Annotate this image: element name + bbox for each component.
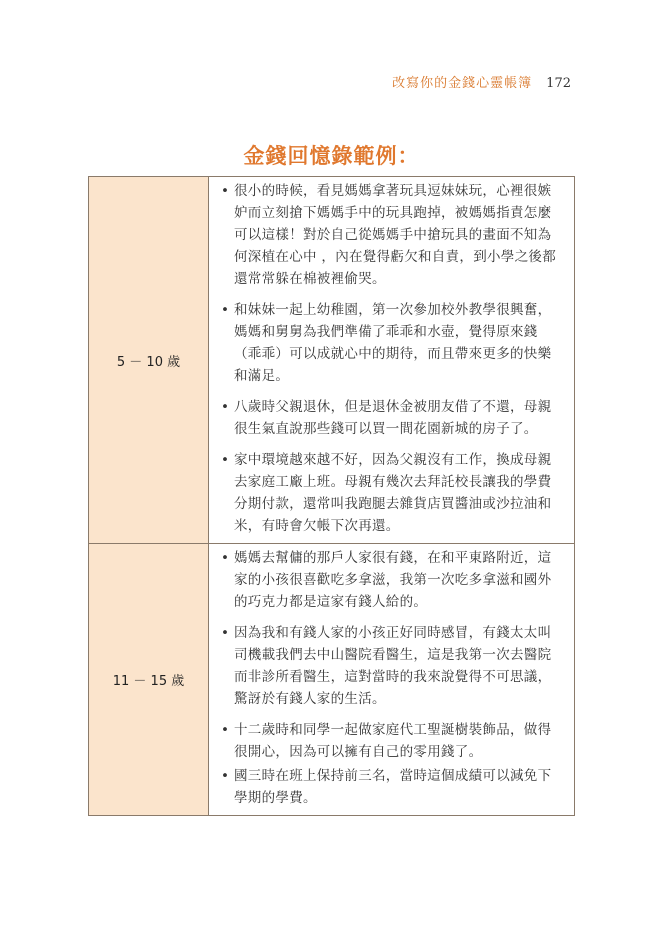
running-head: [392, 72, 571, 91]
entry-text: 因為我和有錢人家的小孩正好同時感冒，有錢太太叫司機載我們去中山醫院看醫生，這是我第一次去醫院而非診所看醫生，這對當時的我來說覺得不可思議，驚訝於有錢人家的生活。: [234, 625, 552, 707]
bullet-icon: •: [221, 399, 230, 415]
list-item: [221, 719, 564, 763]
bullet-icon: •: [221, 625, 230, 641]
bullet-icon: •: [221, 768, 230, 784]
entries-cell: [209, 544, 575, 815]
bullet-icon: •: [221, 722, 230, 738]
entry-text: 媽媽去幫傭的那戶人家很有錢，在和平東路附近，這家的小孩很喜歡吃多拿滋，我第一次吃多拿滋和國外的巧克力都是這家有錢人給的。: [234, 550, 552, 610]
age-cell: 5 － 10 歲: [89, 177, 209, 543]
memory-table: [88, 176, 575, 816]
bullet-icon: •: [221, 183, 230, 199]
bullet-icon: •: [221, 302, 230, 318]
entry-text: 家中環境越來越不好，因為父親沒有工作，換成母親去家庭工廠上班。母親有幾次去拜託校長讓我的學費分期付款，還常叫我跑腿去雜貨店買醬油或沙拉油和米，有時會欠帳下次再還。: [234, 452, 552, 534]
section-title: 金錢回憶錄範例：: [243, 144, 420, 168]
list-item: [221, 449, 564, 537]
bullet-icon: •: [221, 452, 230, 468]
entry-text: 和妹妹一起上幼稚園，第一次參加校外教學很興奮，媽媽和舅舅為我們準備了乖乖和水壺，覺得原來錢（乖乖）可以成就心中的期待，而且帶來更多的快樂和滿足。: [234, 302, 552, 384]
table-row: [89, 544, 575, 816]
list-item: [221, 299, 564, 387]
running-title: 改寫你的金錢心靈帳簿: [392, 76, 533, 91]
list-item: [221, 547, 564, 613]
table-row: [89, 177, 575, 544]
list-item: [221, 765, 564, 809]
entry-text: 八歲時父親退休，但是退休金被朋友借了不還，母親很生氣直說那些錢可以買一間花園新城的房子了。: [234, 399, 552, 437]
list-item: [221, 180, 564, 290]
bullet-icon: •: [221, 550, 230, 566]
list-item: [221, 396, 564, 440]
entry-text: 十二歲時和同學一起做家庭代工聖誕樹裝飾品，做得很開心，因為可以擁有自己的零用錢了。: [234, 722, 552, 760]
entry-text: 很小的時候，看見媽媽拿著玩具逗妹妹玩，心裡很嫉妒而立刻搶下媽媽手中的玩具跑掉，被媽媽指責怎麼可以這樣！對於自己從媽媽手中搶玩具的畫面不知為何深植在心中 ，內在覺得虧欠和自責，到小學之後都還常常躲在棉被裡偷哭。: [234, 183, 556, 287]
entries-cell: [209, 177, 575, 543]
entry-text: 國三時在班上保持前三名，當時這個成績可以減免下學期的學費。: [234, 768, 552, 806]
age-cell: 11 － 15 歲: [89, 544, 209, 815]
list-item: [221, 622, 564, 710]
page-number: 172: [546, 76, 571, 91]
